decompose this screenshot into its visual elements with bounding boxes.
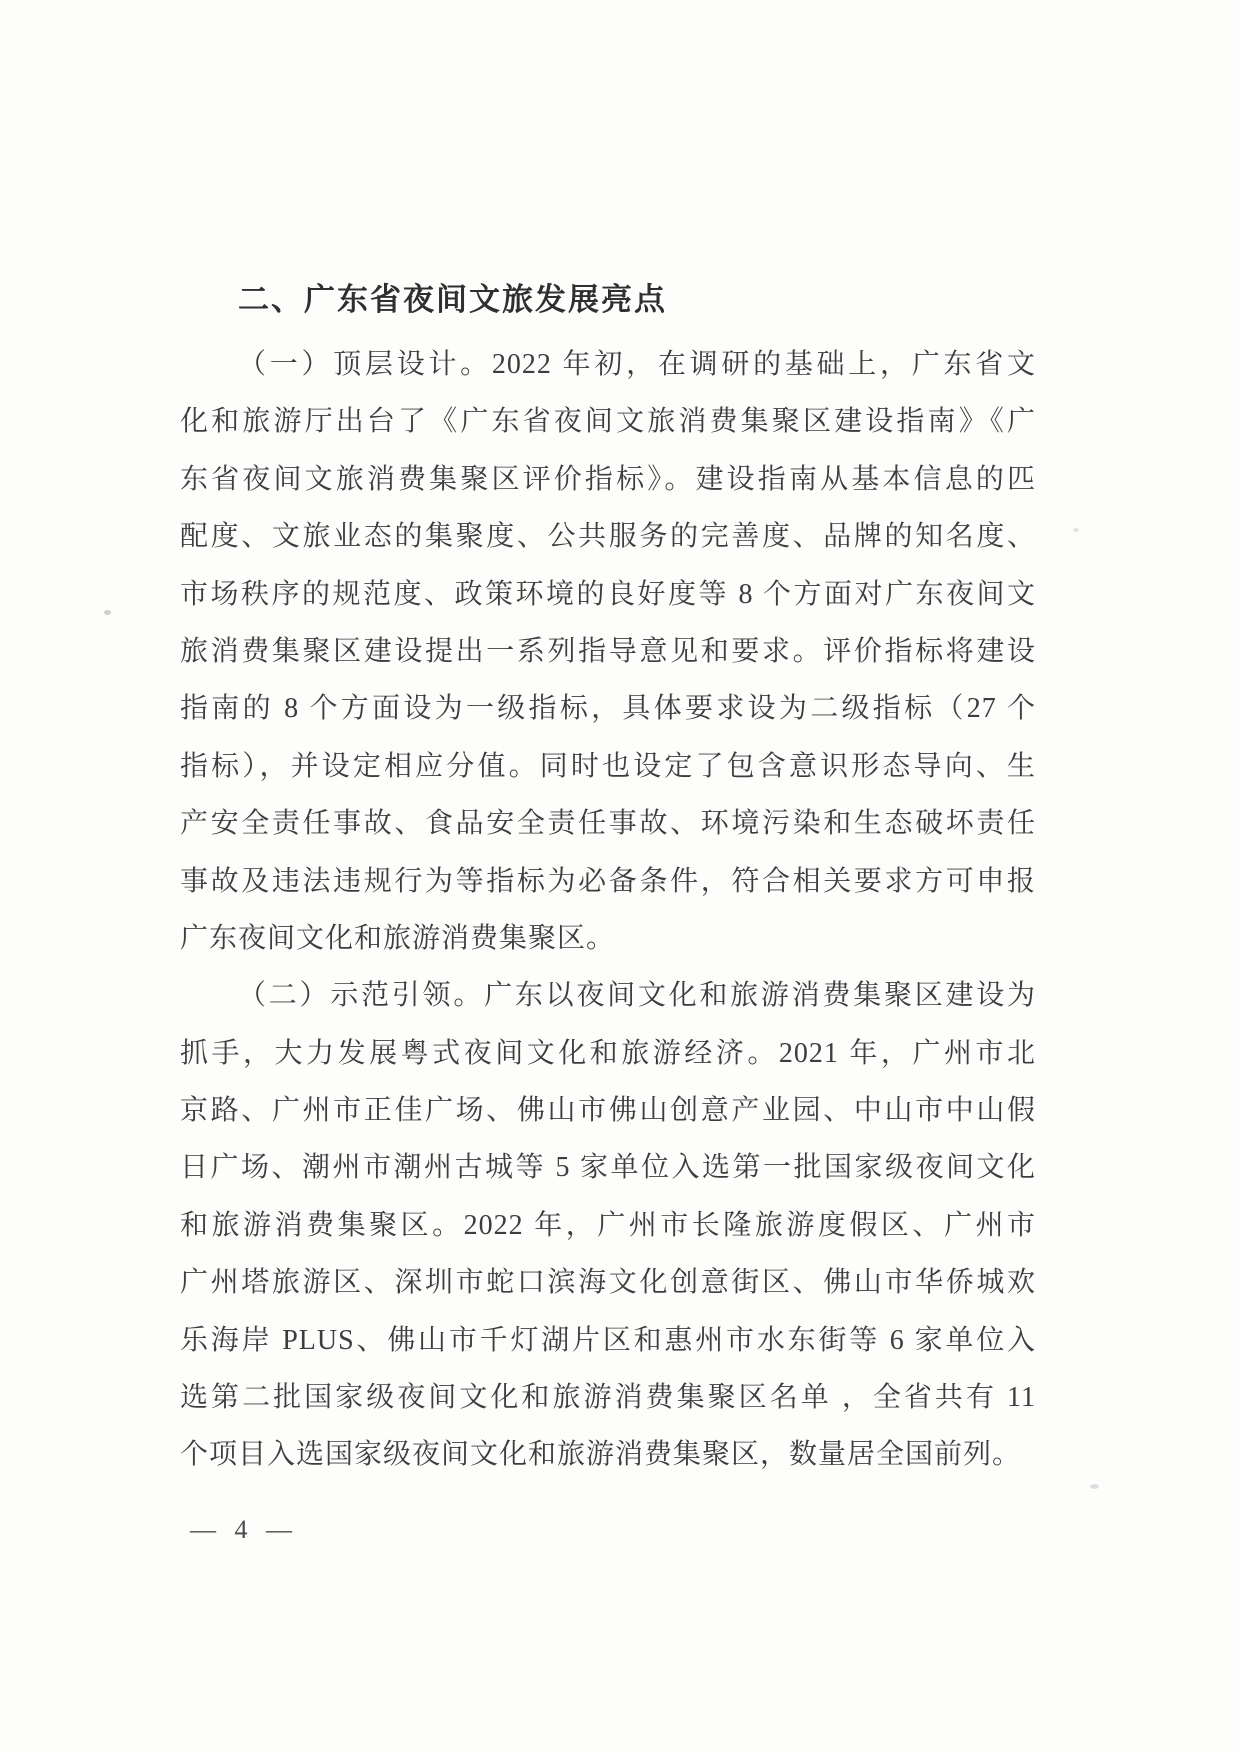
scan-artifact (104, 610, 111, 615)
text-line: 东省夜间文旅消费集聚区评价指标》。建设指南从基本信息的匹 (180, 463, 1036, 495)
body-paragraphs (180, 336, 1036, 1484)
scan-artifact (1090, 1484, 1099, 1489)
text-line: 指标），并设定相应分值。同时也设定了包含意识形态导向、生 (180, 750, 1036, 782)
text-line: 指南的 8 个方面设为一级指标，具体要求设为二级指标（27 个 (180, 693, 1036, 725)
text-line: 化和旅游厅出台了《广东省夜间文旅消费集聚区建设指南》《广 (180, 406, 1036, 438)
text-line: 广州塔旅游区、深圳市蛇口滨海文化创意街区、佛山市华侨城欢 (180, 1267, 1036, 1299)
text-line: （二）示范引领。广东以夜间文化和旅游消费集聚区建设为 (238, 980, 1036, 1012)
text-line: 个项目入选国家级夜间文化和旅游消费集聚区，数量居全国前列。 (180, 1439, 1022, 1471)
text-line: （一）顶层设计。2022 年初，在调研的基础上，广东省文 (238, 349, 1036, 380)
text-block (180, 278, 1036, 1484)
text-line: 乐海岸 PLUS、佛山市千灯湖片区和惠州市水东街等 6 家单位入 (180, 1324, 1036, 1356)
text-line: 旅消费集聚区建设提出一系列指导意见和要求。评价指标将建设 (180, 635, 1036, 667)
text-line: 抓手，大力发展粤式夜间文化和旅游经济。2021 年，广州市北 (180, 1037, 1036, 1069)
text-line: 日广场、潮州市潮州古城等 5 家单位入选第一批国家级夜间文化 (180, 1152, 1036, 1184)
text-line: 配度、文旅业态的集聚度、公共服务的完善度、品牌的知名度、 (180, 521, 1036, 553)
text-line: 事故及违法违规行为等指标为必备条件，符合相关要求方可申报 (180, 865, 1036, 897)
text-line: 选第二批国家级夜间文化和旅游消费集聚区名单 ，全省共有 11 (180, 1382, 1036, 1414)
text-line: 京路、广州市正佳广场、佛山市佛山创意产业园、中山市中山假 (180, 1095, 1036, 1127)
text-line: 产安全责任事故、食品安全责任事故、环境污染和生态破坏责任 (180, 808, 1036, 840)
scan-artifact (1073, 528, 1079, 532)
section-heading: 二、广东省夜间文旅发展亮点 (238, 282, 667, 317)
page-number: — 4 — (190, 1515, 298, 1544)
text-line: 广东夜间文化和旅游消费集聚区。 (180, 922, 616, 954)
text-line: 和旅游消费集聚区。2022 年，广州市长隆旅游度假区、广州市 (180, 1209, 1036, 1241)
text-line: 市场秩序的规范度、政策环境的良好度等 8 个方面对广东夜间文 (180, 578, 1036, 610)
